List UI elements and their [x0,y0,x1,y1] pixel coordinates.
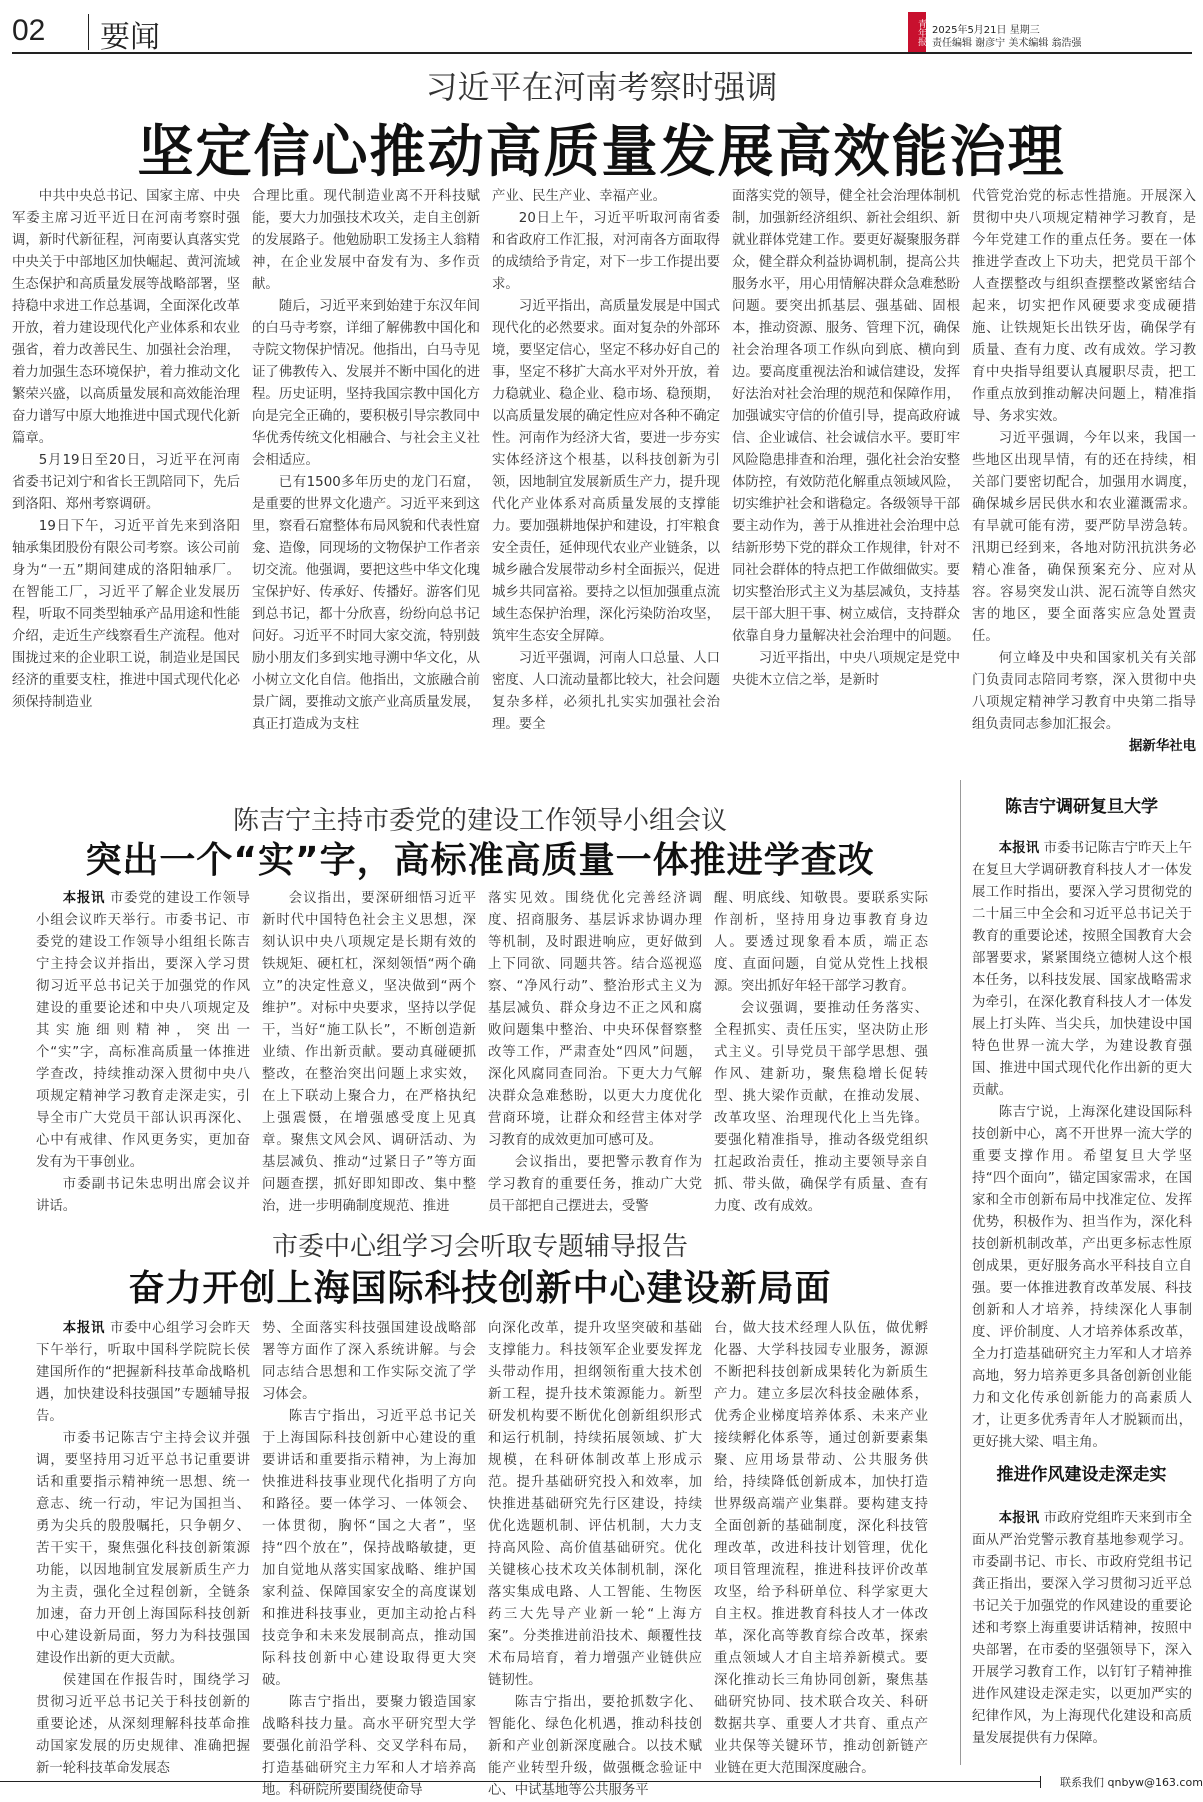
article1-col-2 [246,186,486,732]
article1-col-3 [486,186,726,732]
paragraph: 习近平强调，河南人口总量、人口密度、人口流动量都比较大，社会问题复杂多样，必须扎扎实实加强社会治理。要全 [492,651,720,732]
article1-col-5 [966,186,1202,754]
article2-kicker: 陈吉宁主持市委党的建设工作领导小组会议 [232,806,727,836]
lead-tag: 本报讯 [998,1511,1040,1526]
paragraph: 落实见效。围绕优化完善经济调度、招商服务、基层诉求协调办理等机制，及时跟进响应，更好做到上下同欲、同题共答。结合巡视巡察、“净风行动”、整治形式主义为基层减负、群众身边不正之风和腐败问题集中整治、中央环保督察整改等工作，严肃查处“四风”问题，深化风腐同查同治。下更大力气解决群众急难愁盼，以更大力度优化营商环境，让群众和经营主体对学习教育的成效更加可感可及。 [488,891,702,1148]
paragraph: 5月19日至20日，习近平在河南省委书记刘宁和省长王凯陪同下，先后到洛阳、郑州考察调研。 [12,453,240,512]
paragraph: 侯建国在作报告时，围绕学习贯彻习近平总书记关于科技创新的重要论述，从深刻理解科技革命推动国家发展的历史规律、准确把握新一轮科技革命发展态 [36,1673,250,1776]
sidebar-divider [960,780,961,1765]
lead-tag: 本报讯 [998,841,1040,856]
paragraph: 习近平指出，高质量发展是中国式现代化的必然要求。面对复杂的外部环境，要坚定信心，坚定不移办好自己的事，坚定不移扩大高水平对外开放，着力稳就业、稳企业、稳市场、稳预期，以高质量发展的确定性应对各种不确定性。河南作为经济大省，要进一步夯实实体经济这个根基，以科技创新为引领，因地制宜发展新质生产力，提升现代化产业体系对高质量发展的支撑能力。要加强耕地保护和建设，打牢粮食安全责任，延伸现代农业产业链条，以城乡融合发展带动乡村全面振兴，促进城乡共同富裕。要持之以恒加强重点流域生态保护治理，深化污染防治攻坚，筑牢生态安全屏障。 [492,299,720,644]
paragraph: 中共中央总书记、国家主席、中央军委主席习近平近日在河南考察时强调，新时代新征程，河南要认真落实党中央关于中部地区加快崛起、黄河流域生态保护和高质量发展等战略部署，坚持稳中求进工作总基调，全面深化改革开放，着力建设现代化产业体系和农业强省，着力改善民生、加强社会治理，着力加强生态环境保护，着力推动文化繁荣兴盛，以高质量发展和高效能治理奋力谱写中原大地推进中国式现代化新篇章。 [12,189,240,446]
paragraph: 陈吉宁说，上海深化建设国际科技创新中心，离不开世界一流大学的重要支撑作用。希望复旦大学坚持“四个面向”，锚定国家需求，在国家和全市创新布局中找准定位、发挥优势，积极作为、担当作为，深化科技创新机制改革，产出更多标志性原创成果，更好服务高水平科技自立自强。要一体推进教育改革发展、科技创新和人才培养，持续深化人事制度、评价制度、人才培养体系改革，全力打造基础研究主力军和人才培养高地，努力培养更多具备创新创业能力和文化传承创新能力的高素质人才，让更多优秀青年人才脱颖而出，更好挑大梁、唱主角。 [972,1105,1192,1450]
article2-col-1 [30,888,256,1218]
sidebar1-body [966,838,1198,1450]
paragraph: 市委书记陈吉宁昨天上午在复旦大学调研教育科技人才一体发展工作时指出，要深入学习贯彻党的二十届三中全会和习近平总书记关于教育的重要论述，按照全国教育大会部署要求，紧紧围绕立德树人这个根本任务，以科技发展、国家战略需求为牵引，在深化教育科技人才一体发展上打头阵、当尖兵，加快建设中国特色世界一流大学，为建设教育强国、推进中国式现代化作出新的更大贡献。 [972,841,1193,1098]
page-footer [0,1770,1203,1792]
paragraph: 醒、明底线、知敬畏。要联系实际作剖析，坚持用身边事教育身边人。要透过现象看本质，端正态度、直面问题，自觉从党性上找根源。突出抓好年轻干部学习教育。 [714,891,928,994]
issue-date: 2025年5月21日 星期三 [932,25,1040,36]
paragraph: 会议指出，要深研细悟习近平新时代中国特色社会主义思想，深刻认识中央八项规定是长期有效的铁规矩、硬杠杠，深刻领悟“两个确立”的决定性意义，坚决做到“两个维护”。对标中央要求，坚持以学促干，当好“施工队长”，不断创造新业绩、作出新贡献。要动真碰硬抓整改，在整治突出问题上求实效，在上下联动上聚合力，在严格执纪上强震慑，在增强感受度上见真章。聚焦文风会风、调研活动、为基层减负、推动“过紧日子”等方面问题查摆，抓好即知即改、集中整治，进一步明确制度规范、推进 [262,891,476,1214]
article2-col-2 [256,888,482,1218]
section-name: 要闻 [100,20,160,55]
paragraph: 市委中心组学习会昨天下午举行，听取中国科学院院长侯建国所作的“把握新科技革命战略机遇，加快建设科技强国”专题辅导报告。 [36,1321,251,1424]
paragraph: 陈吉宁指出，要抢抓数字化、智能化、绿色化机遇，推动科技创新和产业创新深度融合。以技术赋能产业转型升级，做强概念验证中心、中试基地等公共服务平 [488,1695,702,1798]
article3-col-2 [256,1318,482,1798]
article2-col-3 [482,888,708,1218]
paragraph: 习近平强调，今年以来，我国一些地区出现旱情，有的还在持续，相关部门要密切配合，加强用水调度，确保城乡居民供水和农业灌溉需求。有旱就可能有涝，要严防旱涝急转。汛期已经到来，各地对防汛抗洪务必精心准备，确保预案充分、应对从容。容易突发山洪、泥石流等自然灾害的地区，要全面落实应急处置责任。 [972,431,1196,644]
article2-body [30,888,960,1218]
paragraph: 市委副书记朱忠明出席会议并讲话。 [36,1177,250,1214]
paragraph: 合理比重。现代制造业离不开科技赋能，要大力加强技术攻关，走自主创新的发展路子。他勉励职工发扬主人翁精神，在企业发展中奋发有为、多作贡献。 [252,189,480,292]
paragraph: 市委书记陈吉宁主持会议并强调，要坚持用习近平总书记重要讲话和重要指示精神统一思想、统一意志、统一行动，牢记为国担当、勇为尖兵的殷殷嘱托，只争朝夕、苦干实干，聚焦强化科技创新策源功能，以因地制宜发展新质生产力为主责，强化全过程创新，全链条加速，奋力开创上海国际科技创新中心建设新局面，努力为科技强国建设作出新的更大贡献。 [36,1431,250,1666]
article1-kicker: 习近平在河南考察时强调 [425,68,778,106]
paragraph: 产业、民生产业、幸福产业。 [492,189,667,204]
footer-tick [1040,1776,1041,1788]
lead-tag: 本报讯 [62,1321,106,1336]
paragraph: 代管党治党的标志性措施。开展深入贯彻中央八项规定精神学习教育，是今年党建工作的重点任务。要在一体推进学查改上下功夫，把党员干部个人查摆整改与组织查摆整改紧密结合起来，切实把作风硬要求变成硬措施、让铁规矩长出铁牙齿，确保学有质量、查有力度、改有成效。学习教育中央指导组要认真履职尽责，把工作重点放到推动解决问题上，精准指导、务求实效。 [972,189,1196,424]
article2-headline: 突出一个“实”字，高标准高质量一体推进学查改 [85,840,875,881]
paragraph: 会议强调，要推动任务落实、全程抓实、责任压实，坚决防止形式主义。引导党员干部学思想、强作风、建新功，聚焦稳增长促转型、挑大梁作贡献，在推动发展、改革攻坚、治理现代化上当先锋。要强化精准指导，推动各级党组织扛起政治责任，推动主要领导亲自抓、带头做，确保学有质量、查有力度、改有成效。 [714,1001,928,1214]
paragraph: 陈吉宁指出，要聚力锻造国家战略科技力量。高水平研究型大学要强化前沿学科、交叉学科布局，打造基础研究主力军和人才培养高地。科研院所要围绕使命导 [262,1695,476,1798]
paragraph: 何立峰及中央和国家机关有关部门负责同志陪同考察，深入贯彻中央八项规定精神学习教育中央第二指导组负责同志参加汇报会。 [972,651,1196,732]
paragraph: 随后，习近平来到始建于东汉年间的白马寺考察，详细了解佛教中国化和寺院文物保护情况。他指出，白马寺见证了佛教传入、发展并不断中国化的进程。历史证明，坚持我国宗教中国化方向是完全正确的，要积极引导宗教同中华优秀传统文化相融合、与社会主义社会相适应。 [252,299,480,468]
paragraph: 陈吉宁指出，习近平总书记关于上海国际科技创新中心建设的重要讲话和重要指示精神，为上海加快推进科技事业现代化指明了方向和路径。要一体学习、一体领会、一体贯彻，胸怀“国之大者”，坚持“四个放在”，保持战略敏捷，更加自觉地从落实国家战略、维护国家利益、保障国家安全的高度谋划和推进科技事业，更加主动抢占科技竞争和未来发展制高点，推动国际科技创新中心建设取得更大突破。 [262,1409,476,1688]
paragraph: 势、全面落实科技强国建设战略部署等方面作了深入系统讲解。与会同志结合思想和工作实际交流了学习体会。 [262,1321,476,1402]
paragraph: 向深化改革，提升攻坚突破和基础支撑能力。科技领军企业要发挥龙头带动作用，担纲领衔重大技术创新工程，提升技术策源能力。新型研发机构要不断优化创新组织形式和运行机制，持续拓展领域、扩大规模，在科研体制改革上形成示范。提升基础研究投入和效率，加快推进基础研究先行区建设，持续优化选题机制、评估机制，大力支持高风险、高价值基础研究。优化关键核心技术攻关体制机制，深化落实集成电路、人工智能、生物医药三大先导产业新一轮“上海方案”。分类推进前沿技术、颠覆性技术布局培育，着力增强产业链供应链韧性。 [488,1321,702,1688]
lead-tag: 本报讯 [62,891,106,906]
paragraph: 已有1500多年历史的龙门石窟，是重要的世界文化遗产。习近平来到这里，察看石窟整体布局风貌和代表性窟龛、造像，同现场的文物保护工作者亲切交流。他强调，要把这些中华文化瑰宝保护好、传承好、传播好。游客们见到总书记，都十分欣喜，纷纷向总书记问好。习近平不时同大家交流，特别鼓励小朋友们多到实地寻溯中华文化，从小树立文化自信。他指出，文旅融合前景广阔，要推动文旅产业高质量发展，真正打造成为支柱 [252,475,480,732]
masthead [12,8,1192,54]
article1-body [6,186,1202,754]
dateline [932,24,1082,50]
paragraph: 面落实党的领导，健全社会治理体制机制，加强新经济组织、新社会组织、新就业群体党建工作。要更好凝聚服务群众，健全群众利益协调机制，提高公共服务水平，用心用情解决群众急难愁盼问题。要突出抓基层、强基础、固根本，推动资源、服务、管理下沉，确保社会治理各项工作纵向到底、横向到边。要高度重视法治和诚信建设，发挥好法治对社会治理的规范和保障作用，加强诚实守信的价值引导，提高政府诚信、企业诚信、社会诚信水平。要盯牢风险隐患排查和治理，强化社会治安整体防控，有效防范化解重点领域风险，切实维护社会和谐稳定。各级领导干部要主动作为，善于从推进社会治理中总结新形势下党的群众工作规律，针对不同社会群体的特点把工作做细做实。要切实整治形式主义为基层减负，支持基层干部大胆干事、树立威信，支持群众依靠自身力量解决社会治理中的问题。 [732,189,960,644]
paragraph: 台，做大技术经理人队伍，做优孵化器、大学科技园专业服务，源源不断把科技创新成果转化为新质生产力。建立多层次科技金融体系，优秀企业梯度培养体系、未来产业接续孵化体系等，通过创新要素集聚、应用场景带动、公共服务供给，持续降低创新成本，加快打造世界级高端产业集群。要构建支持全面创新的基础制度，深化科技管理改革，改进科技计划管理，优化项目管理流程，推进科技评价改革攻坚，给予科研单位、科学家更大自主权。推进教育科技人才一体改革，深化高等教育综合改革，探索重点领域人才自主培养新模式。要深化推动长三角协同创新，聚焦基础研究协同、技术联合攻关、科研数据共享、重要人才共育、重点产业共保等关键环节，推动创新链产业链在更大范围深度融合。 [714,1321,928,1776]
sidebar1-title: 陈吉宁调研复旦大学 [1005,797,1158,817]
article3-col-4 [708,1318,934,1776]
newspaper-logo: 青年报 [908,12,926,52]
article3-headline: 奋力开创上海国际科技创新中心建设新局面 [128,1268,832,1309]
page-number: 02 [12,14,46,47]
article3-kicker: 市委中心组学习会听取专题辅导报告 [271,1232,688,1262]
article2-col-4 [708,888,934,1218]
article3-body [30,1318,960,1798]
article1-col-1 [6,186,246,710]
article3-col-3 [482,1318,708,1798]
article1-headline: 坚定信心推动高质量发展高效能治理 [137,120,1066,185]
article1-col-4 [726,186,966,688]
paragraph: 市政府党组昨天来到市全面从严治党警示教育基地参观学习。市委副书记、市长、市政府党组书记龚正指出，要深入学习贯彻习近平总书记关于加强党的作风建设的重要论述和考察上海重要讲话精神，按照中央部署，在市委的坚强领导下，深入开展学习教育工作，以钉钉子精神推进作风建设走深走实，以更加严实的纪律作风，为上海现代化建设和高质量发展提供有力保障。 [972,1511,1193,1746]
footer-rule [0,1781,1040,1782]
masthead-divider [88,14,89,50]
paragraph: 20日上午，习近平听取河南省委和省政府工作汇报，对河南各方面取得的成绩给予肯定，对下一步工作提出要求。 [492,211,720,292]
contact-email[interactable]: 联系我们 qnbyw@163.com [1060,1776,1203,1789]
article1-byline: 据新华社电 [1129,739,1196,754]
paragraph: 习近平指出，中央八项规定是党中央徙木立信之举，是新时 [732,651,960,688]
sidebar2-title: 推进作风建设走深走实 [996,1465,1167,1485]
article3-col-1 [30,1318,256,1776]
paragraph: 市委党的建设工作领导小组会议昨天举行。市委书记、市委党的建设工作领导小组组长陈吉宁主持会议并指出，要深入学习贯彻习近平总书记关于加强党的作风建设的重要论述和中央八项规定及其实施细则精神，突出一个“实”字，高标准高质量一体推进学查改，持续推动深入贯彻中央八项规定精神学习教育走深走实，引导全市广大党员干部认识再深化、心中有戒律、作风更务实，更加奋发有为干事创业。 [36,891,251,1170]
sidebar2-body [966,1508,1198,1768]
editor-credits: 责任编辑 谢彦宁 美术编辑 翁浩强 [932,38,1082,49]
paragraph: 会议指出，要把警示教育作为学习教育的重要任务，推动广大党员干部把自己摆进去，受警 [488,1155,702,1214]
paragraph: 19日下午，习近平首先来到洛阳轴承集团股份有限公司考察。该公司前身为“一五”期间建成的洛阳轴承厂。在智能工厂，习近平了解企业发展历程，听取不同类型轴承产品用途和性能介绍，走近生产线察看生产流程。他对围拢过来的企业职工说，制造业是国民经济的重要支柱，推进中国式现代化必须保持制造业 [12,519,240,710]
